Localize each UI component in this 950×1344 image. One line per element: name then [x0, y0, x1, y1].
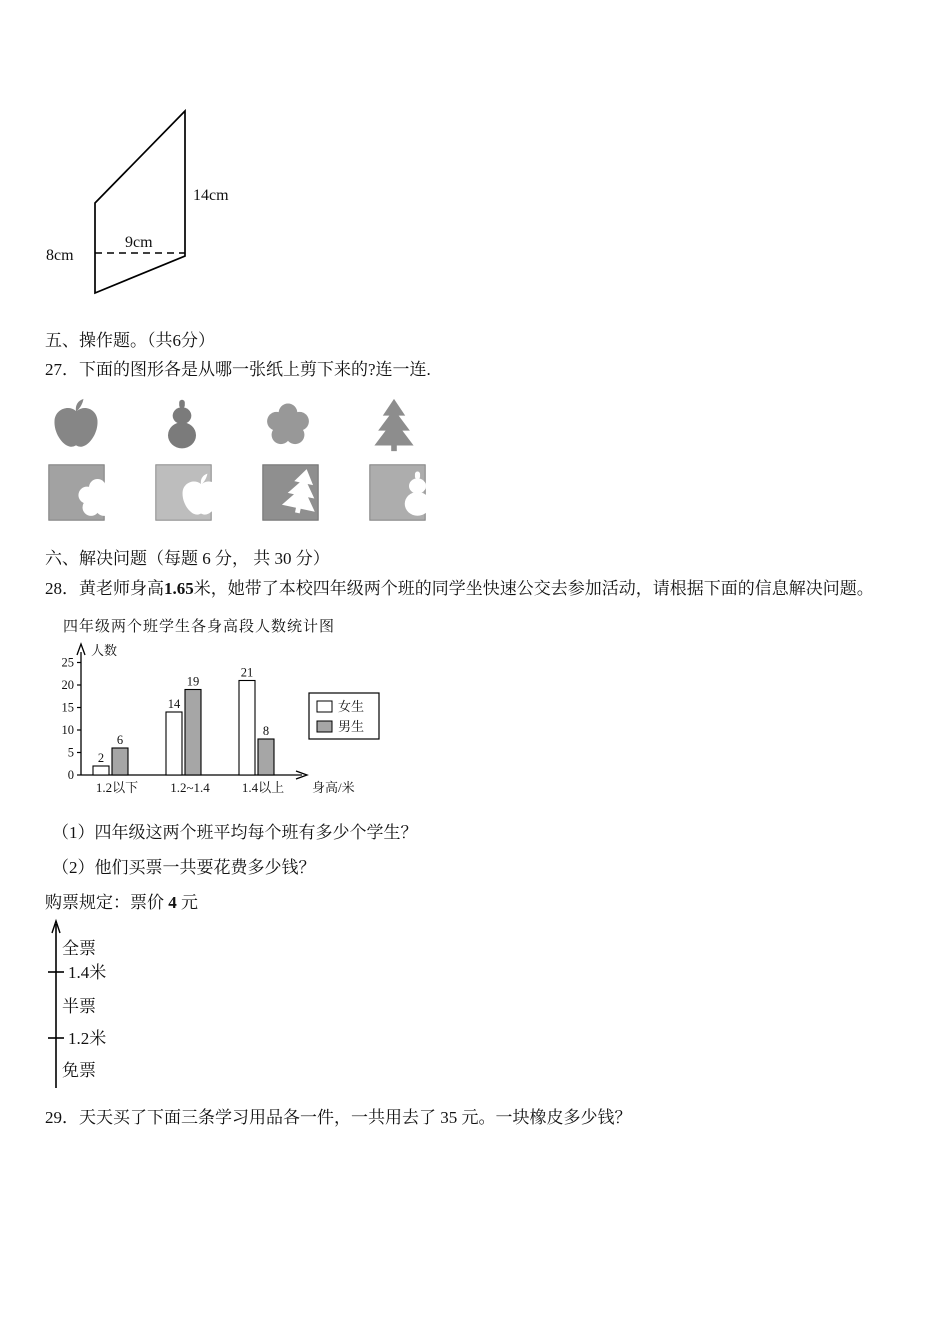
question-28	[45, 578, 925, 599]
y-tick-label: 15	[61, 700, 74, 715]
x-axis-title: 身高/米	[312, 780, 355, 795]
paper-with-flower-cutout-icon	[48, 464, 105, 521]
x-category-label: 1.2~1.4	[170, 780, 210, 795]
bar-value-label: 21	[240, 665, 254, 680]
bar-女生-1.4以上	[239, 681, 255, 776]
paper-with-tree-cutout-icon	[262, 464, 319, 521]
left-length-label: 8cm	[46, 247, 74, 264]
ticket-rule-suffix: 元	[176, 893, 198, 912]
y-tick-label: 10	[61, 723, 74, 737]
y-tick-label: 0	[67, 768, 74, 782]
label-1-2m: 1.2米	[68, 1029, 107, 1048]
question-28-sub1: （1）四年级这两个班平均每个班有多少个学生？	[52, 823, 418, 842]
question-28-sub2: （2）他们买票一共要花费多少钱？	[52, 858, 316, 877]
bar-value-label: 6	[116, 733, 124, 747]
y-tick-label: 5	[67, 745, 74, 760]
cut-shapes-row	[48, 396, 422, 454]
gourd-silhouette-icon	[154, 396, 210, 454]
bar-value-label: 19	[186, 674, 200, 689]
x-category-label: 1.4以上	[241, 780, 285, 795]
bar-男生-1.2以下	[112, 748, 128, 775]
bar-value-label: 8	[262, 724, 270, 738]
flower-silhouette-icon	[260, 396, 316, 454]
y-tick-label: 20	[61, 678, 74, 692]
legend-label: 男生	[338, 719, 365, 734]
label-half-ticket: 半票	[62, 997, 96, 1016]
label-full-ticket: 全票	[62, 939, 96, 958]
ticket-price-value: 4	[168, 893, 177, 912]
q28-text-prefix: 28．黄老师身高	[45, 579, 164, 598]
base-length-label: 9cm	[125, 234, 153, 251]
bar-女生-1.2~1.4	[166, 712, 182, 775]
bar-女生-1.2以下	[93, 766, 109, 775]
x-category-label: 1.2以下	[95, 780, 139, 795]
ticket-rule-prefix: 购票规定：票价	[45, 893, 169, 912]
legend-swatch-女生	[317, 701, 332, 712]
bar-value-label: 14	[167, 697, 181, 711]
q28-text-suffix: 米，她带了本校四年级两个班的同学坐快速公交去参加活动，请根据下面的信息解决问题。	[193, 579, 874, 598]
parallelogram-figure	[40, 103, 270, 308]
label-1-4m: 1.4米	[68, 963, 107, 982]
bar-value-label: 2	[97, 751, 105, 765]
chart-title: 四年级两个班学生各身高段人数统计图	[63, 619, 336, 635]
question-27: 27．下面的图形各是从哪一张纸上剪下来的?连一连.	[45, 360, 431, 379]
label-free-ticket: 免票	[62, 1061, 96, 1080]
legend-label: 女生	[338, 699, 365, 714]
parallelogram-outline	[95, 111, 185, 293]
bar-男生-1.4以上	[258, 739, 274, 775]
section5-heading: 五、操作题。（共6分）	[45, 331, 215, 350]
pine-tree-silhouette-icon	[366, 396, 422, 454]
ticket-rule	[45, 892, 198, 913]
paper-with-apple-cutout-icon	[155, 464, 212, 521]
q28-height-value: 1.65	[164, 579, 194, 598]
apple-silhouette-icon	[48, 396, 104, 454]
bar-男生-1.2~1.4	[185, 690, 201, 776]
y-tick-label: 25	[61, 655, 74, 670]
side-length-label: 14cm	[193, 187, 229, 204]
question-29: 29．天天买了下面三条学习用品各一件，一共用去了 35 元。一块橡皮多少钱？	[45, 1108, 632, 1127]
legend-swatch-男生	[317, 721, 332, 732]
paper-with-gourd-cutout-icon	[369, 464, 426, 521]
ticket-height-diagram	[48, 916, 198, 1094]
paper-cutouts-row	[48, 464, 426, 521]
section6-heading: 六、解决问题（每题 6 分， 共 30 分）	[45, 549, 330, 568]
height-bar-chart	[55, 638, 395, 813]
y-axis-title: 人数	[91, 643, 118, 658]
